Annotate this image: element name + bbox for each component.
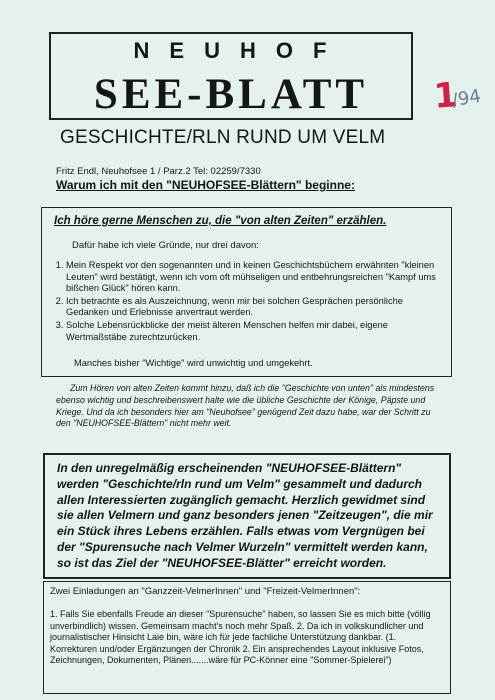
reasons-box-closing: Manches bisher "Wichtige" wird unwichtig und umgekehrt.	[74, 358, 313, 368]
masthead-line1: NEUHOF	[133, 38, 347, 63]
history-paragraph: Zum Hören von alten Zeiten kommt hinzu, daß ich die "Geschichte von unten" als mindestens ebenso wichtig und beschreibenswert halte wie die übliche Geschichte der Könige, Päpste und Kriege. Und da ich besonders hier am "Neuhofsee" genügend Zeit dazu habe, war der Schritt zu den "NEUHOFSEE-Blättern" nicht mehr weit.	[56, 383, 435, 429]
dedication-box	[43, 453, 451, 579]
reasons-box-intro: Dafür habe ich viele Gründe, nur drei davon:	[72, 240, 259, 251]
list-item: 3. Solche Lebensrückblicke der meist älteren Menschen helfen mir dabei, eigene Wertmaßstäbe zurechtzurücken.	[66, 320, 446, 343]
invitations-title: Zwei Einladungen an "Ganzzeit-VelmerInnen" und "Freizeit-VelmerInnen":	[50, 586, 361, 597]
list-item: 2. Ich betrachte es als Auszeichnung, wenn mir bei solchen Gesprächen persönliche Gedanken und Erlebnisse anvertraut werden.	[66, 296, 446, 319]
invitations-box	[43, 581, 451, 694]
reasons-box	[41, 207, 452, 377]
handwritten-year-note: /94	[450, 85, 483, 112]
masthead	[49, 32, 413, 120]
invitations-text: 1. Falls Sie ebenfalls Freude an dieser "Spurensuche" haben, so lassen Sie es mich bitte (völlig unverbindlich) wissen. Gemeinsam macht's noch mehr Spaß. 2. Da ich in volkskundlicher und journalistischer Hinsicht Laie bin, wäre ich für jede fachliche Unterstützung dankbar. (1. Korrekturen und/oder Ergänzungen der Chronik 2. Ein ansprechendes Layout inklusive Fotos, Zeichnungen, Dokumenten, Plänen.......wäre für PC-Könner eine "Sommer-Spielerei")	[50, 609, 431, 666]
section-heading-text: Warum ich mit den "NEUHOFSEE-Blättern" beginne:	[56, 178, 355, 192]
handwritten-issue-number: 1	[432, 75, 460, 117]
contact-line: Fritz Endl, Neuhofsee 1 / Parz.2 Tel: 02259/7330	[56, 166, 261, 177]
subtitle: GESCHICHTE/RLN RUND UM VELM	[60, 127, 386, 148]
dedication-text: In den unregelmäßig erscheinenden "NEUHOFSEE-Blättern" werden "Geschichte/rln rund um Velm" gesammelt und dadurch allen Interessierten zugänglich gemacht. Herzlich gewidmet sind sie allen Velmern und ganz besonders jenen "Zeitzeugen", die mir ein Stück ihres Lebens erzählen. Falls etwas vom Vergnügen bei der "Spurensuche nach Velmer Wurzeln" vermittelt werden kann, so ist das Ziel der "NEUHOFSEE-Blätter" erreicht worden.	[57, 461, 433, 570]
reasons-box-title: Ich höre gerne Menschen zu, die "von alten Zeiten" erzählen.	[54, 215, 387, 227]
list-item: 1. Mein Respekt vor den sogenannten und in keinen Geschichtsbüchern erwähnten "kleinen Leuten" wird bestätigt, wenn ich vom oft mühseligen und entbehrungsreichen "Kampf ums bißchen Glück" hören kann.	[66, 260, 446, 295]
reasons-list	[50, 260, 446, 344]
masthead-title: SEE-BLATT	[93, 71, 369, 118]
section-heading	[56, 178, 355, 192]
